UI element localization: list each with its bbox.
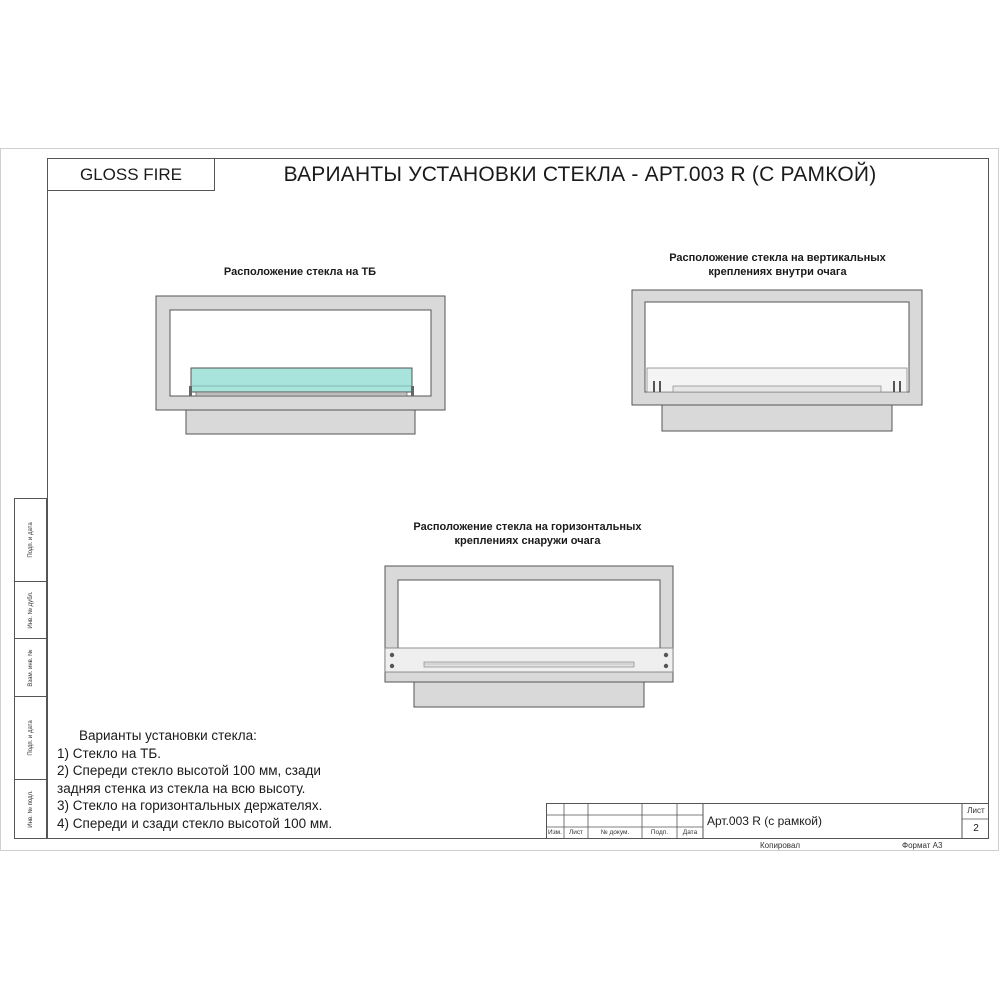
side-label: Подп. и дата <box>28 522 34 558</box>
notes-item: 4) Спереди и сзади стекло высотой 100 мм. <box>57 815 333 831</box>
glass-panel <box>385 648 673 672</box>
stamp-doc-title: Арт.003 R (с рамкой) <box>707 814 822 828</box>
fireplace-plinth <box>662 405 892 431</box>
notes-item: 2) Спереди стекло высотой 100 мм, сзади <box>57 763 321 778</box>
notes-item: 1) Стекло на ТБ. <box>57 745 161 761</box>
burner-base <box>673 386 881 392</box>
bracket-right-inner <box>899 381 901 392</box>
page-title: ВАРИАНТЫ УСТАНОВКИ СТЕКЛА - АРТ.003 R (С РАМКОЙ) <box>283 163 877 186</box>
side-cell <box>14 581 47 639</box>
figure-horizontal-caption-1: Расположение стекла на горизонтальных <box>413 521 642 533</box>
side-label: Инв. № подл. <box>28 790 34 828</box>
stamp-col-header: Подп. <box>650 829 669 836</box>
screw-left-top <box>390 653 394 657</box>
notes-item: 3) Стекло на горизонтальных держателях. <box>57 798 323 813</box>
burner-base <box>424 662 634 667</box>
copied-label: Копировал <box>760 841 801 850</box>
figure-horizontal-drawing <box>380 560 680 712</box>
notes-heading: Варианты установки стекла: <box>79 728 257 743</box>
side-stamp <box>14 498 47 839</box>
stamp-col-header: Дата <box>682 829 698 836</box>
glass-panel <box>191 368 412 392</box>
figure-vertical-drawing <box>626 285 931 435</box>
figure-horizontal-caption-2: креплениях снаружи очага <box>454 535 601 547</box>
side-label: Подп. и дата <box>28 720 34 756</box>
bracket-left-inner <box>659 381 661 392</box>
figure-tb-caption: Расположение стекла на ТБ <box>223 266 377 278</box>
format-label: Формат А3 <box>902 841 943 850</box>
bracket-right <box>411 386 414 396</box>
side-label: Инв. № дубл. <box>28 591 34 629</box>
side-cell <box>14 696 47 780</box>
screw-left-bottom <box>390 664 394 668</box>
notes-item: задняя стенка из стекла на всю высоту. <box>57 780 306 796</box>
stamp-col-header: Лист <box>568 829 584 836</box>
side-cell <box>14 779 47 839</box>
side-cell <box>14 498 47 582</box>
burner-base <box>196 392 407 396</box>
fireplace-plinth <box>414 682 644 707</box>
figure-vertical-caption-1: Расположение стекла на вертикальных <box>669 252 886 264</box>
bracket-left <box>189 386 192 396</box>
side-cell <box>14 638 47 697</box>
brand-label: GLOSS FIRE <box>47 158 215 191</box>
stamp-sheet-label: Лист <box>967 806 985 815</box>
bracket-left <box>653 381 655 392</box>
bracket-right <box>893 381 895 392</box>
figure-vertical-caption-2: креплениях внутри очага <box>708 266 847 278</box>
stamp-col-header: Изм. <box>548 829 562 836</box>
screw-right-bottom <box>664 664 668 668</box>
figure-tb-drawing <box>150 290 450 440</box>
side-label: Взам. инв. № <box>28 648 34 687</box>
screw-right-top <box>664 653 668 657</box>
stamp-sheet-number: 2 <box>973 823 979 834</box>
stamp-col-header: № докум. <box>600 829 630 836</box>
installation-notes <box>57 727 332 832</box>
fireplace-plinth <box>186 410 415 434</box>
